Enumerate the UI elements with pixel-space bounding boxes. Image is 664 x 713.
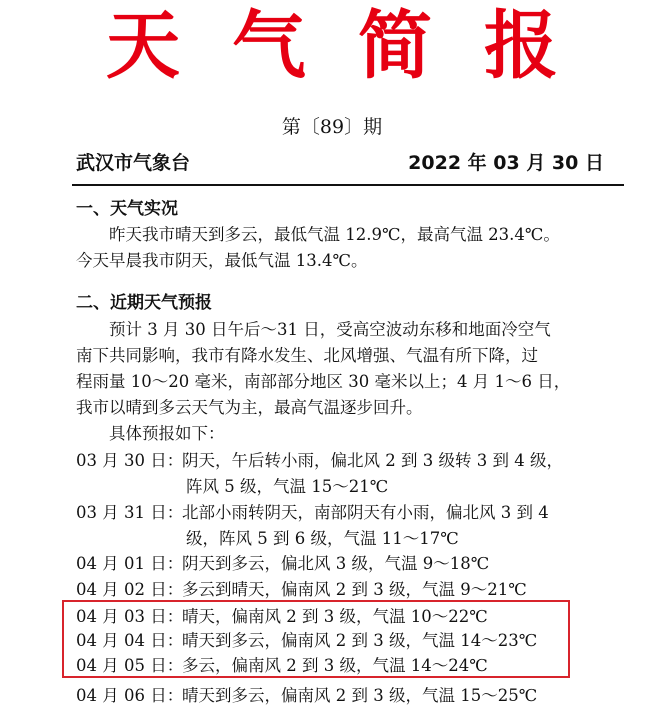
forecast-text: 阴天到多云，偏北风 3 级，气温 9～18℃	[182, 554, 490, 573]
forecast-text: 阴天，午后转小雨，偏北风 2 到 3 级转 3 到 4 级，	[182, 451, 563, 470]
forecast-date: 03 月 31 日：	[76, 503, 184, 522]
forecast-text: 晴天到多云，偏南风 2 到 3 级，气温 14～23℃	[182, 631, 538, 650]
forecast-summary-line: 南下共同影响，我市有降水发生、北风增强、气温有所下降，过	[76, 346, 538, 365]
forecast-row	[76, 500, 549, 552]
forecast-text: 北部小雨转阴天，南部阴天有小雨，偏北风 3 到 4	[182, 503, 549, 522]
observation-line: 今天早晨我市阴天，最低气温 13.4℃。	[76, 251, 368, 270]
forecast-text: 晴天，偏南风 2 到 3 级，气温 10～22℃	[182, 607, 488, 626]
forecast-text: 多云，偏南风 2 到 3 级，气温 14～24℃	[182, 656, 488, 675]
report-date: 2022 年 03 月 30 日	[408, 152, 604, 174]
issue-number: 第〔89〕期	[281, 116, 383, 138]
forecast-date: 03 月 30 日：	[76, 451, 184, 470]
forecast-date: 04 月 06 日：	[76, 686, 184, 705]
forecast-summary-line: 预计 3 月 30 日午后～31 日，受高空波动东移和地面冷空气	[76, 320, 551, 339]
forecast-intro-line: 具体预报如下：	[76, 424, 225, 443]
forecast-date: 04 月 04 日：	[76, 631, 184, 650]
observation-line: 昨天我市晴天到多云，最低气温 12.9℃，最高气温 23.4℃。	[76, 225, 560, 244]
forecast-date: 04 月 01 日：	[76, 554, 184, 573]
forecast-date: 04 月 05 日：	[76, 656, 184, 675]
report-title: 天气简报	[106, 3, 610, 89]
forecast-row	[76, 448, 563, 500]
forecast-row	[76, 551, 489, 577]
section-heading-observations: 一、天气实况	[76, 199, 178, 219]
forecast-text: 多云到晴天，偏南风 2 到 3 级，气温 9～21℃	[182, 580, 527, 599]
forecast-date: 04 月 02 日：	[76, 580, 184, 599]
forecast-summary-line: 我市以晴到多云天气为主，最高气温逐步回升。	[76, 398, 423, 417]
forecast-row	[76, 683, 537, 709]
forecast-date: 04 月 03 日：	[76, 607, 184, 626]
agency-name: 武汉市气象台	[76, 152, 191, 174]
forecast-text-continued: 阵风 5 级，气温 15～21℃	[186, 477, 389, 496]
forecast-text-continued: 级，阵风 5 到 6 级，气温 11～17℃	[186, 529, 459, 548]
forecast-text: 晴天到多云，偏南风 2 到 3 级，气温 15～25℃	[182, 686, 538, 705]
forecast-summary-line: 程雨量 10～20 毫米，南部部分地区 30 毫米以上；4 月 1～6 日，	[76, 372, 571, 391]
section-heading-forecast: 二、近期天气预报	[76, 293, 212, 313]
highlight-box	[62, 600, 570, 678]
header-divider	[72, 184, 624, 186]
